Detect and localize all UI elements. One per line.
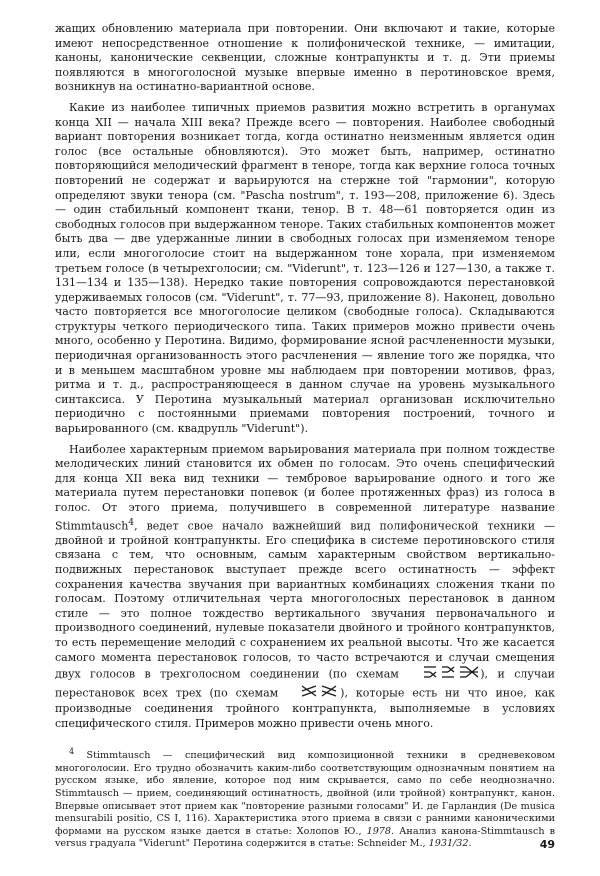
paragraph-3-part-3: ), и случаи перестановок всех трех (по схемам (55, 667, 555, 700)
footnote-ref-year-2: 1931/32. (428, 838, 472, 850)
paragraph-3-part-4: ), которые есть ни что иное, как производные соединения тройного контрапункта, выполняемые в условиях специфического стиля. Примеров можно привести очень много. (55, 686, 555, 730)
footnote-marker: 4 (69, 747, 75, 756)
paragraph-3-part-1: Наиболее характерным приемом варьирования материала при полном тождестве мелодических линий становится их обмен по голосам. Это очень специфический для конца XII века вид техники — тембровое варьирование одного и того же материала путем перестановки попевок (и более протяженных фраз) из голоса в голос. От этого приема, получившего в современной литературе название Stimmtausch (55, 442, 555, 533)
paragraph-2: Какие из наиболее типичных приемов развития можно встретить в органумах конца XII — начала XIII века? Прежде всего — повторения. Наиболее свободный вариант повторения возникает тогда, когда остинатно неизменным является один голос (все остальные обновляются). Это может быть, например, остинатно повторяющийся мелодический фрагмент в теноре, тогда как верхние голоса точных повторений не содержат и варьируются на стержне той "гармонии", которую определяют звуки тенора (см. "Pascha nostrum", т. 193—208, приложение 6). Здесь — один стабильный компонент ткани, тенор. В т. 48—61 повторяется один из свободных голосов при выдержанном теноре. Таких стабильных компонентов может быть два — две удержанные линии в свободных голосах при изменяемом теноре или, если многоголосие стоит на выдержанном тоне хорала, при изменяемом третьем голосе (в четырехголосии; см. "Viderunt", т. 123—126 и 127—130, а также т. 131—134 и 135—138). Нередко такие повторения сопровождаются перестановкой удерживаемых голосов (см. "Viderunt", т. 77—93, приложение 8). Наконец, довольно часто повторяется все многоголосие целиком (свободные голоса). Складываются структуры четкого периодического типа. Таких примеров можно привести очень много, особенно у Перотина. Видимо, формирование ясной расчлененности музыки, периодичная организованность этого расчленения — явление того же порядка, что и в меньшем масштабном уровне мы наблюдаем при повторении мотивов, фраз, ритма и т. д., распространяющееся в данном случае на уровень музыкального синтаксиса. У Перотина музыкальный материал организован исключительно периодично с постоянными приемами повторения построений, точного и варьированного (см. квадрупль "Viderunt"). (55, 100, 555, 436)
footnote-text: Stimmtausch — специфический вид композиционной техники в средневековом многоголосии. Его трудно обозначить каким-либо соответствующим однозначным понятием на русском языке, ибо явление, которое под ним скрывается, само по себе неоднозначно. Stimmtausch — прием, соединяющий остинатность, двойной (или тройной) контрапункт, канон. Впервые описывает этот прием как "повторение разными голосами" И. де Гарландия (De musica mensurabili positio, CS I, 116). Характеристика этого приема в связи с ранними каноническими формами на русском языке дается в статье: Холопов Ю., (55, 750, 555, 837)
footnote-paragraph (55, 746, 555, 851)
paragraph-1: жащих обновлению материала при повторении. Они включают и такие, которые имеют непосредственное отношение к полифонической технике, — имитации, каноны, канонические секвенции, сложные контрапункты и т. д. Эти приемы появляются в многоголосной музыке впервые именно в перотиновское время, возникнув на остинатно-вариантной основе. (55, 22, 555, 94)
footnote-text-2: Анализ канона-Stimmtausch в versus градуала "Viderunt" Перотина содержится в статье: Schneider M., (55, 825, 555, 850)
paragraph-3 (55, 443, 555, 732)
voice-crossing-two-voices-icon (408, 665, 480, 684)
paragraph-3-part-2: , ведет свое начало важнейший вид полифонической техники — двойной и тройной контрапункты. Его специфика в системе перотиновского стиля связана с тем, что основным, самым характерным свойством вертикально-подвижных перестановок выступает прежде всего остинатность — эффект сохранения качества звучания при вариантных комбинациях сложения ткани по голосам. Поэтому отличительная черта многоголосных перестановок в данном стиле — это полное тождество вертикального звучания первоначального и производного соединений, нулевые показатели двойного и тройного контрапунктов, то есть перемещение мелодий с сохранением их реальной высоты. Что же касается самого момента перестановок голосов, то часто встречаются и случаи смещения двух голосов в трехголосном соединении (по схемам (55, 519, 555, 681)
voice-crossing-three-voices-icon (286, 684, 340, 703)
page-number: 49 (539, 838, 555, 851)
main-text (55, 22, 555, 732)
footnote (55, 746, 555, 851)
footnote-ref-year-1: 1978. (366, 825, 395, 837)
footnote-reference: 4 (128, 516, 135, 528)
